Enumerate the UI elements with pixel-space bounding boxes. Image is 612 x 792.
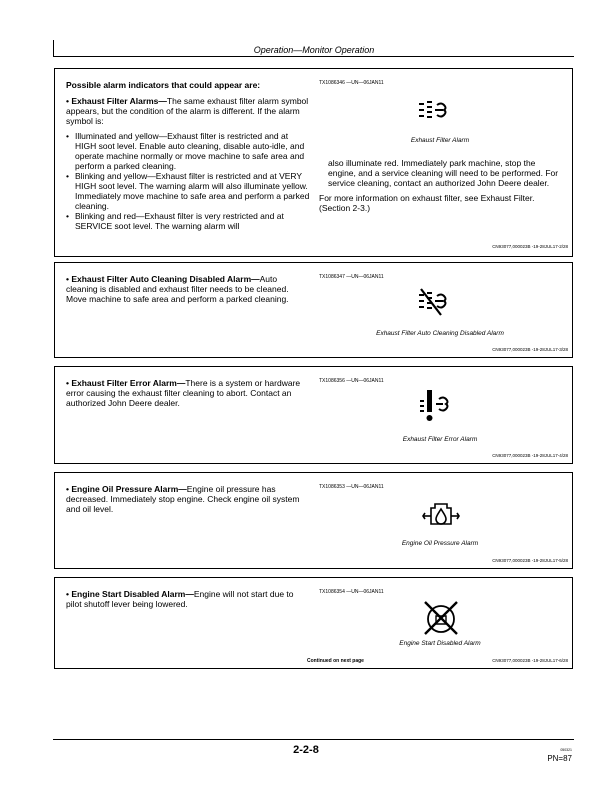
section-filter-error [54,366,573,464]
figure-caption: Engine Start Disabled Alarm [399,640,481,647]
section-text-continued [319,158,563,218]
alarm-title: • Engine Oil Pressure Alarm— [66,484,187,494]
exhaust-filter-disabled-icon [415,287,455,317]
list-item: • Illuminated and yellow—Exhaust filter is restricted and at HIGH soot level. Enable auto cleaning, disable auto-idle, and operate machine normally or move machine to safe area and perform a parked cleaning. [75,131,310,171]
figure-id: TX1086346 —UN—06JAN11 [319,80,384,86]
figure-caption: Engine Oil Pressure Alarm [401,540,479,547]
pn-number: PN=87 [547,754,572,763]
section-engine-start-disabled [54,577,573,669]
alarm-conditions-list [66,131,310,231]
reference-code: CN93077,000023B -19-28JUL17-4/28 [492,453,568,458]
section-text [66,274,310,309]
print-code: 050321 [560,748,572,752]
figure-id: TX1086356 —UN—06JAN11 [319,378,384,384]
section-heading: Possible alarm indicators that could appear are: [66,80,261,90]
section-text [66,589,310,614]
figure-caption: Exhaust Filter Alarm [410,137,470,144]
alarm-description: • Exhaust Filter Alarms—The same exhaust filter alarm symbol appears, but the condition of the alarm is different. If the alarm symbol is: [66,96,309,126]
list-item: • Blinking and yellow—Exhaust filter is restricted and at VERY HIGH soot level. The warning alarm will also illuminate yellow. Immediately move machine to safe area and perform a parked cleaning. [75,171,310,211]
continued-note: Continued on next page [307,658,364,664]
alarm-title: • Exhaust Filter Error Alarm— [66,378,186,388]
bullet-continuation: also illuminate red. Immediately park machine, stop the engine, and a service cleaning will need to be performed. For service cleaning, contact an authorized John Deere dealer. [328,158,559,188]
figure-id: TX1086353 —UN—06JAN11 [319,484,384,490]
header-rule [53,56,574,57]
engine-start-disabled-icon [421,598,461,638]
alarm-title: • Engine Start Disabled Alarm— [66,589,194,599]
exhaust-filter-error-icon [418,387,454,427]
section-text [66,484,310,519]
footer-rule [53,739,574,740]
reference-code: CN93077,000023B -19-28JUL17-5/28 [492,558,568,563]
section-text [66,378,310,413]
page-number: 2-2-8 [293,744,319,756]
figure-id: TX1086354 —UN—06JAN11 [319,589,384,595]
section-exhaust-filter-alarms [54,68,573,257]
alarm-title: • Exhaust Filter Alarms— [66,96,167,106]
figure-caption: Exhaust Filter Auto Cleaning Disabled Alarm [376,330,504,337]
figure-id: TX1086347 —UN—06JAN11 [319,274,384,280]
section-engine-oil-pressure [54,472,573,569]
section-text [66,80,310,231]
reference-code: CN93077,000023B -19-28JUL17-2/28 [492,244,568,249]
reference-code: CN93077,000023B -19-28JUL17-3/28 [492,347,568,352]
figure-caption: Exhaust Filter Error Alarm [402,436,478,443]
alarm-description: • Exhaust Filter Error Alarm—There is a system or hardware error causing the exhaust filter cleaning to abort. Contact an authorized John Deere dealer. [66,378,301,408]
alarm-description: • Engine Start Disabled Alarm—Engine will not start due to pilot shutoff lever being lowered. [66,589,294,609]
running-head: Operation—Monitor Operation [253,45,375,55]
engine-oil-pressure-icon [421,498,461,534]
alarm-title: • Exhaust Filter Auto Cleaning Disabled Alarm— [66,274,260,284]
list-item: • Blinking and red—Exhaust filter is very restricted and at SERVICE soot level. The warning alarm will [75,211,310,231]
alarm-description: • Engine Oil Pressure Alarm—Engine oil pressure has decreased. Immediately stop engine. Check engine oil system and oil level. [66,484,300,514]
exhaust-filter-icon [415,96,455,126]
reference-code: CN93077,000023B -19-28JUL17-6/28 [492,658,568,663]
section-auto-cleaning-disabled [54,262,573,358]
more-info: For more information on exhaust filter, see Exhaust Filter. (Section 2-3.) [319,193,535,213]
alarm-description: • Exhaust Filter Auto Cleaning Disabled Alarm—Auto cleaning is disabled and exhaust filter needs to be cleaned. Move machine to safe area and perform a parked cleaning. [66,274,289,304]
